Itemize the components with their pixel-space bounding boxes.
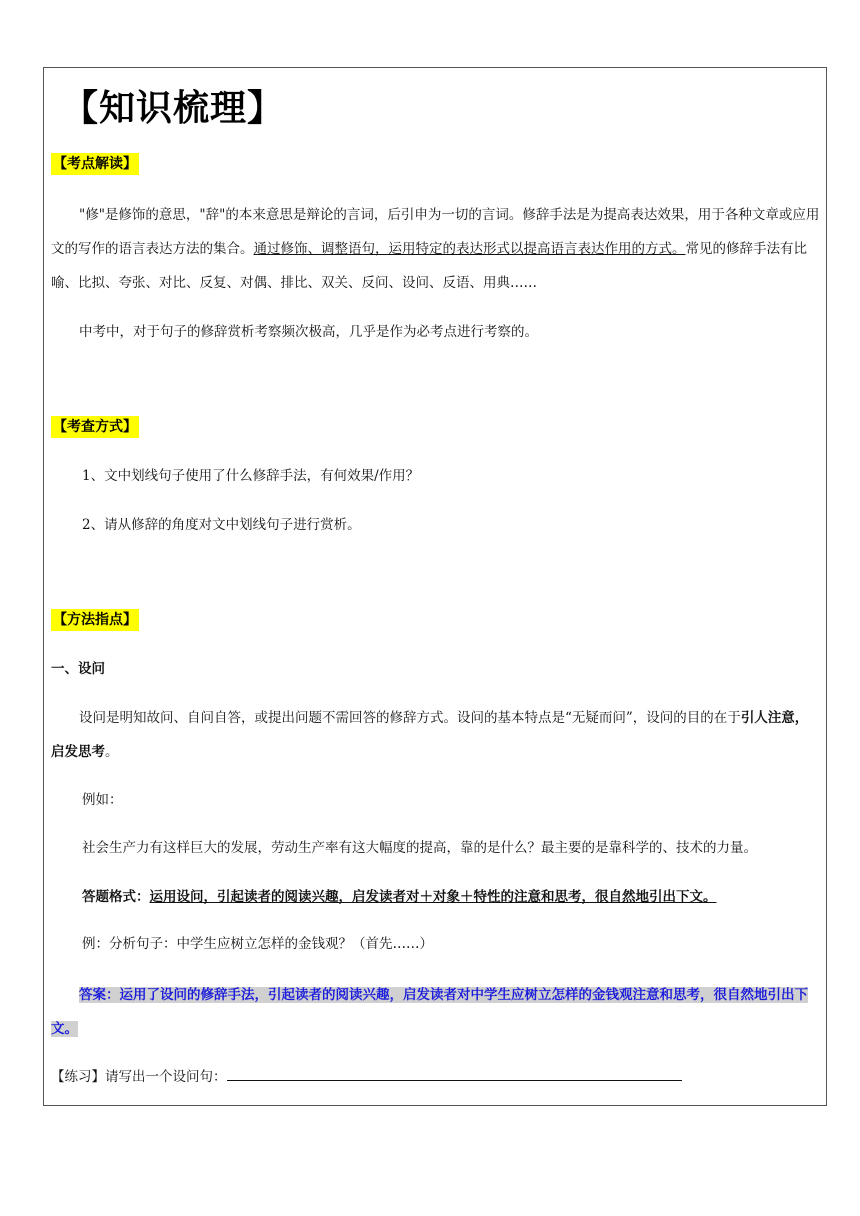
answer-paragraph xyxy=(51,978,821,1046)
kaodian-text-a: "修"是修饰的意思，"辞"的本来意思是辩论的言词，后引申为一切的言词。修辞手法是为提高表达效果，用于各种文章或应用文的写作的语言表达方法的集合。 xyxy=(51,207,820,257)
kaodian-underlined-definition: 通过修饰、调整语句，运用特定的表达形式以提高语言表达作用的方式。 xyxy=(253,241,686,257)
kaodian-paragraph-2: 中考中，对于句子的修辞赏析考察频次极高，几乎是作为必考点进行考察的。 xyxy=(79,324,538,340)
shewen-purpose: 引人注意，启发思考 xyxy=(51,710,809,760)
analysis-prompt: 例：分析句子：中学生应树立怎样的金钱观？（首先……） xyxy=(82,936,433,952)
section-tag-kaocha: 【考查方式】 xyxy=(51,416,139,438)
example-label: 例如： xyxy=(82,792,123,808)
kaocha-question-2: 2、请从修辞的角度对文中划线句子进行赏析。 xyxy=(82,517,361,533)
practice-line xyxy=(51,1066,682,1087)
answer-format-text: 运用设问，引起读者的阅读兴趣，启发读者对＋对象＋特性的注意和思考，很自然地引出下文。 xyxy=(149,889,717,905)
kaodian-text-b: 常见的修辞手法有比喻、比拟、夸张、对比、反复、对偶、排比、双关、反问、设问、反语、用典…… xyxy=(51,241,807,291)
section-tag-fangfa: 【方法指点】 xyxy=(51,609,139,631)
kaodian-paragraph-1 xyxy=(51,198,821,300)
practice-answer-blank[interactable] xyxy=(227,1066,682,1081)
answer-format-label: 答题格式： xyxy=(82,889,150,905)
answer-format xyxy=(82,887,717,907)
shewen-definition xyxy=(51,701,821,769)
shewen-text-a: 设问是明知故问、自问自答，或提出问题不需回答的修辞方式。设问的基本特点是“无疑而问”，设问的目的在于 xyxy=(79,710,741,726)
section-tag-kaodian: 【考点解读】 xyxy=(51,153,139,175)
page-title: 【知识梳理】 xyxy=(62,88,285,129)
section-heading-shewen: 一、设问 xyxy=(51,661,105,677)
kaocha-question-1: 1、文中划线句子使用了什么修辞手法，有何效果/作用？ xyxy=(82,468,420,484)
example-sentence: 社会生产力有这样巨大的发展，劳动生产率有这大幅度的提高，靠的是什么？最主要的是靠科学的、技术的力量。 xyxy=(82,840,757,856)
shewen-text-end: 。 xyxy=(105,744,119,760)
answer-text: 答案：运用了设问的修辞手法，引起读者的阅读兴趣，启发读者对中学生应树立怎样的金钱观注意和思考，很自然地引出下文。 xyxy=(51,987,808,1037)
practice-label: 【练习】请写出一个设问句： xyxy=(51,1069,227,1085)
